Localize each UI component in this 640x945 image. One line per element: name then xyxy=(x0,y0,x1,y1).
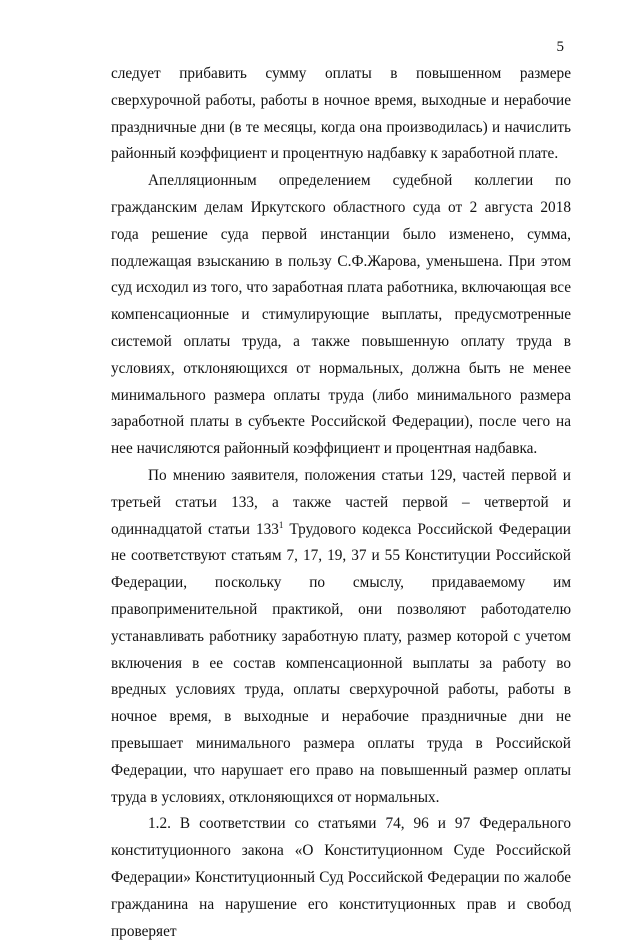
paragraph-continuation: следует прибавить сумму оплаты в повышенном размере сверхурочной работы, работы в ночное время, выходные и нерабочие праздничные дни (в те месяцы, когда она производилась) и начислить районный коэффициент и процентную надбавку к заработной плате. xyxy=(111,65,571,163)
paragraph-section-1-2: 1.2. В соответствии со статьями 74, 96 и 97 Федерального конституционного закона «О Конституционном Суде Российской Федерации» Конституционный Суд Российской Федерации по жалобе гражданина на нарушение его конституционных прав и свобод проверяет xyxy=(111,815,571,940)
document-body xyxy=(111,61,571,945)
paragraph-appeal-ruling: Апелляционным определением судебной коллегии по гражданским делам Иркутского областного суда от 2 августа 2018 года решение суда первой инстанции было изменено, сумма, подлежащая взысканию в пользу С.Ф.Жарова, уменьшена. При этом суд исходил из того, что заработная плата работника, включающая все компенсационные и стимулирующие выплаты, предусмотренные системой оплаты труда, а также повышенную оплату труда в условиях, отклоняющихся от нормальных, должна быть не менее минимального размера оплаты труда (либо минимального размера заработной платы в субъекте Российской Федерации), после чего на нее начисляются районный коэффициент и процентная надбавка. xyxy=(111,172,571,458)
article-superscript: 1 xyxy=(278,519,284,530)
page-number: 5 xyxy=(556,39,564,55)
paragraph-text-before-footnote: По мнению заявителя, положения статьи 129, частей первой и третьей статьи 133, а также частей первой – четвертой и одиннадцатой статьи 133 xyxy=(111,466,571,538)
paragraph-text-after-footnote: Трудового кодекса Российской Федерации не соответствуют статьям 7, 17, 19, 37 и 55 Конституции Российской Федерации, поскольку по смыслу, придаваемому им правоприменительной практикой, они позволяют работодателю устанавливать работнику заработную плату, размер которой с учетом включения в ее состав компенсационной выплаты за работу во вредных условиях труда, оплаты сверхурочной работы, работы в ночное время, в выходные и нерабочие праздничные дни не превышает минимального размера оплаты труда в Российской Федерации, что нарушает его право на повышенный размер оплаты труда в условиях, отклоняющихся от нормальных. xyxy=(111,520,571,806)
paragraph-applicant-opinion xyxy=(111,463,571,811)
